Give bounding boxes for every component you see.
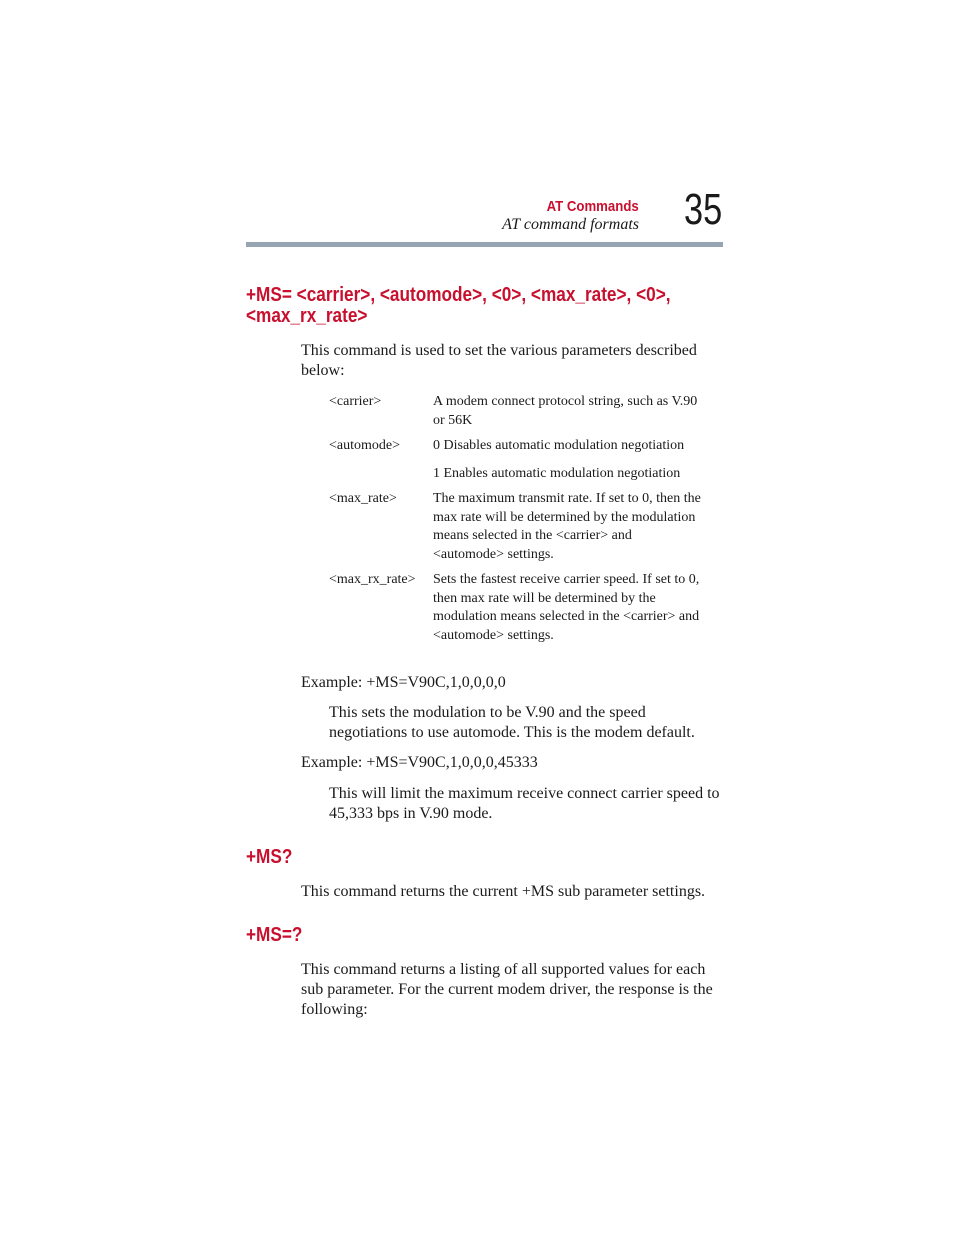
example-2-label: Example: +MS=V90C,1,0,0,0,45333 [301, 754, 538, 771]
ms-test-description: This command returns a listing of all supported values for each sub parameter. For the current modem driver, the response is the following: [301, 961, 713, 1018]
running-header-subsection: AT command formats [502, 216, 639, 233]
param-term-max-rx-rate: <max_rx_rate> [329, 572, 416, 587]
param-def-carrier: A modem connect protocol string, such as V.90 or 56K [433, 394, 698, 428]
param-def-max-rate: The maximum transmit rate. If set to 0, then the max rate will be determined by the modulation means selected in the <carrier> and <automode> settings. [433, 491, 701, 562]
ms-test-heading: +MS=? [246, 924, 303, 946]
header-rule [246, 242, 723, 247]
param-term-carrier: <carrier> [329, 394, 382, 409]
param-def-max-rx-rate: Sets the fastest receive carrier speed. If set to 0, then max rate will be determined by the modulation means selected in the <carrier> and <automode> settings. [433, 572, 700, 643]
ms-query-description: This command returns the current +MS sub parameter settings. [301, 883, 706, 900]
param-def-automode-0: 0 Disables automatic modulation negotiation [433, 438, 685, 453]
param-term-max-rate: <max_rate> [329, 491, 397, 506]
param-term-automode: <automode> [329, 438, 400, 453]
ms-set-intro: This command is used to set the various parameters described below: [301, 342, 697, 379]
example-2-description: This will limit the maximum receive connect carrier speed to 45,333 bps in V.90 mode. [329, 785, 720, 822]
page-number: 35 [684, 185, 723, 234]
example-1-label: Example: +MS=V90C,1,0,0,0,0 [301, 674, 506, 691]
running-header-section: AT Commands [546, 198, 639, 215]
ms-set-heading: +MS= <carrier>, <automode>, <0>, <max_rate>, <0>, <max_rx_rate> [246, 284, 671, 327]
param-def-automode-1: 1 Enables automatic modulation negotiation [433, 466, 681, 481]
example-1-description: This sets the modulation to be V.90 and the speed negotiations to use automode. This is the modem default. [329, 704, 695, 741]
ms-query-heading: +MS? [246, 846, 293, 868]
